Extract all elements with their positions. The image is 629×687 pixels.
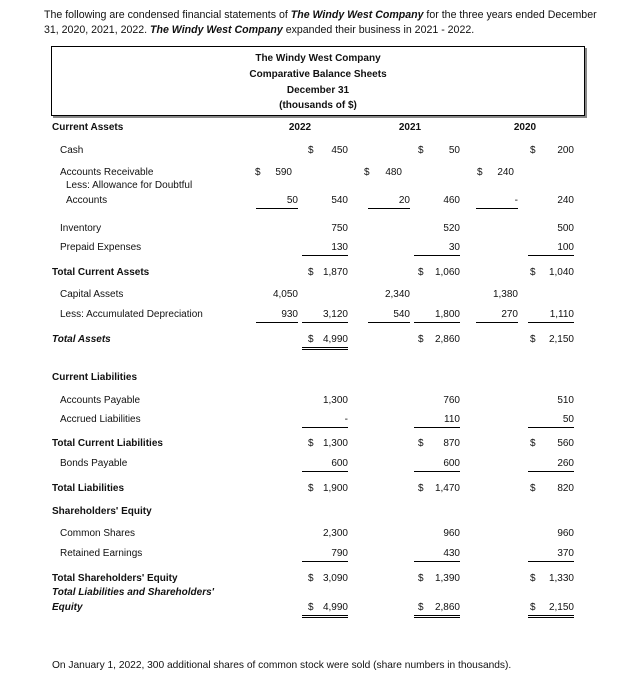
row-label: Accounts Payable bbox=[60, 395, 141, 406]
year-2021-header: 2021 bbox=[398, 122, 422, 133]
total-amount: 560 bbox=[557, 438, 574, 449]
total-amount: - bbox=[302, 414, 348, 428]
total-amount: 1,300 bbox=[322, 438, 348, 449]
total-amount: 790 bbox=[302, 548, 348, 562]
dollar-sign: $ bbox=[418, 438, 424, 449]
total-amount: 3,090 bbox=[322, 573, 348, 584]
total-amount: 2,150 bbox=[548, 334, 574, 345]
row-label: Common Shares bbox=[60, 528, 136, 539]
sub-amount: 20 bbox=[368, 195, 410, 209]
dollar-sign: $ bbox=[308, 438, 314, 449]
total-amount: 2,300 bbox=[322, 528, 348, 539]
sub-amount: 2,340 bbox=[384, 289, 410, 300]
row-label: Equity bbox=[52, 602, 83, 613]
row-label: Bonds Payable bbox=[60, 458, 128, 469]
sub-amount: 540 bbox=[368, 309, 410, 323]
total-amount: 960 bbox=[443, 528, 460, 539]
sub-amount: 930 bbox=[256, 309, 298, 323]
total-amount: 2,150 bbox=[528, 602, 574, 618]
header-statement: Comparative Balance Sheets bbox=[249, 69, 387, 80]
row-label: Current Liabilities bbox=[52, 372, 138, 383]
dollar-sign: $ bbox=[530, 334, 536, 345]
row-label: Current Assets bbox=[52, 122, 124, 133]
header-date: December 31 bbox=[286, 85, 350, 96]
row-label: Accounts Receivable bbox=[60, 167, 154, 178]
row-label: Total Current Assets bbox=[52, 267, 150, 278]
dollar-sign: $ bbox=[477, 167, 483, 178]
total-amount: 30 bbox=[414, 242, 460, 256]
total-amount: 1,390 bbox=[434, 573, 460, 584]
row-label: Total Assets bbox=[52, 334, 111, 345]
total-amount: 240 bbox=[557, 195, 574, 206]
total-amount: 960 bbox=[557, 528, 574, 539]
row-label: Less: Allowance for Doubtful bbox=[66, 180, 193, 191]
total-amount: 370 bbox=[528, 548, 574, 562]
dollar-sign: $ bbox=[308, 602, 314, 613]
total-amount: 1,900 bbox=[322, 483, 348, 494]
total-amount: 600 bbox=[302, 458, 348, 472]
total-amount: 4,990 bbox=[302, 334, 348, 350]
row-label: Inventory bbox=[60, 223, 102, 234]
total-amount: 820 bbox=[557, 483, 574, 494]
total-amount: 50 bbox=[448, 145, 460, 156]
total-amount: 1,300 bbox=[322, 395, 348, 406]
dollar-sign: $ bbox=[530, 602, 536, 613]
sub-amount: 50 bbox=[256, 195, 298, 209]
total-amount: 540 bbox=[331, 195, 348, 206]
sub-amount: 4,050 bbox=[272, 289, 298, 300]
dollar-sign: $ bbox=[255, 167, 261, 178]
total-amount: 600 bbox=[414, 458, 460, 472]
dollar-sign: $ bbox=[308, 267, 314, 278]
sub-amount: 590 bbox=[275, 167, 292, 178]
total-amount: 100 bbox=[528, 242, 574, 256]
row-label: Shareholders' Equity bbox=[52, 506, 152, 517]
dollar-sign: $ bbox=[308, 145, 314, 156]
row-label: Total Shareholders' Equity bbox=[52, 573, 178, 584]
total-amount: 1,470 bbox=[434, 483, 460, 494]
sub-amount: 240 bbox=[497, 167, 514, 178]
dollar-sign: $ bbox=[418, 573, 424, 584]
row-label: Less: Accumulated Depreciation bbox=[60, 309, 203, 320]
dollar-sign: $ bbox=[418, 602, 424, 613]
total-amount: 430 bbox=[414, 548, 460, 562]
total-amount: 460 bbox=[443, 195, 460, 206]
header-units: (thousands of $) bbox=[279, 100, 357, 111]
dollar-sign: $ bbox=[308, 334, 314, 345]
company-name: The Windy West Company bbox=[150, 24, 283, 36]
sub-amount: - bbox=[476, 195, 518, 209]
total-amount: 1,040 bbox=[548, 267, 574, 278]
sub-amount: 270 bbox=[476, 309, 518, 323]
row-label: Retained Earnings bbox=[60, 548, 143, 559]
year-2020-header: 2020 bbox=[513, 122, 537, 133]
dollar-sign: $ bbox=[308, 573, 314, 584]
dollar-sign: $ bbox=[418, 145, 424, 156]
total-amount: 4,990 bbox=[302, 602, 348, 618]
dollar-sign: $ bbox=[530, 145, 536, 156]
year-2022-header: 2022 bbox=[288, 122, 312, 133]
row-label: Capital Assets bbox=[60, 289, 124, 300]
total-amount: 200 bbox=[557, 145, 574, 156]
row-label: Total Current Liabilities bbox=[52, 438, 163, 449]
row-label: Accounts bbox=[66, 195, 108, 206]
dollar-sign: $ bbox=[364, 167, 370, 178]
row-label: Cash bbox=[60, 145, 84, 156]
total-amount: 520 bbox=[443, 223, 460, 234]
total-amount: 450 bbox=[331, 145, 348, 156]
sub-amount: 480 bbox=[385, 167, 402, 178]
total-amount: 500 bbox=[557, 223, 574, 234]
sub-amount: 1,380 bbox=[492, 289, 518, 300]
dollar-sign: $ bbox=[418, 483, 424, 494]
footnote: On January 1, 2022, 300 additional shares of common stock were sold (share numbers in thousands). bbox=[52, 660, 512, 671]
dollar-sign: $ bbox=[530, 267, 536, 278]
dollar-sign: $ bbox=[530, 483, 536, 494]
dollar-sign: $ bbox=[530, 438, 536, 449]
total-amount: 760 bbox=[443, 395, 460, 406]
row-label: Prepaid Expenses bbox=[60, 242, 142, 253]
total-amount: 3,120 bbox=[302, 309, 348, 323]
intro-paragraph: The following are condensed financial statements of The Windy West Company for the three years ended December 31, 2020, 2021, 2022. The Windy West Company expanded their business in 2021 - 2022. bbox=[44, 9, 597, 36]
dollar-sign: $ bbox=[308, 483, 314, 494]
total-amount: 2,860 bbox=[434, 334, 460, 345]
row-label: Total Liabilities bbox=[52, 483, 125, 494]
dollar-sign: $ bbox=[418, 267, 424, 278]
total-amount: 1,060 bbox=[434, 267, 460, 278]
total-amount: 1,800 bbox=[414, 309, 460, 323]
total-amount: 510 bbox=[557, 395, 574, 406]
total-amount: 50 bbox=[528, 414, 574, 428]
dollar-sign: $ bbox=[418, 334, 424, 345]
total-amount: 750 bbox=[331, 223, 348, 234]
dollar-sign: $ bbox=[530, 573, 536, 584]
company-name: The Windy West Company bbox=[290, 9, 424, 21]
row-label: Total Liabilities and Shareholders' bbox=[52, 587, 215, 598]
total-amount: 110 bbox=[414, 414, 460, 428]
total-amount: 130 bbox=[302, 242, 348, 256]
row-label: Accrued Liabilities bbox=[60, 414, 141, 425]
total-amount: 2,860 bbox=[414, 602, 460, 618]
header-company: The Windy West Company bbox=[255, 53, 381, 64]
total-amount: 1,330 bbox=[548, 573, 574, 584]
statement-header-box bbox=[51, 46, 585, 116]
total-amount: 260 bbox=[528, 458, 574, 472]
total-amount: 1,110 bbox=[528, 309, 574, 323]
total-amount: 1,870 bbox=[322, 267, 348, 278]
total-amount: 870 bbox=[443, 438, 460, 449]
